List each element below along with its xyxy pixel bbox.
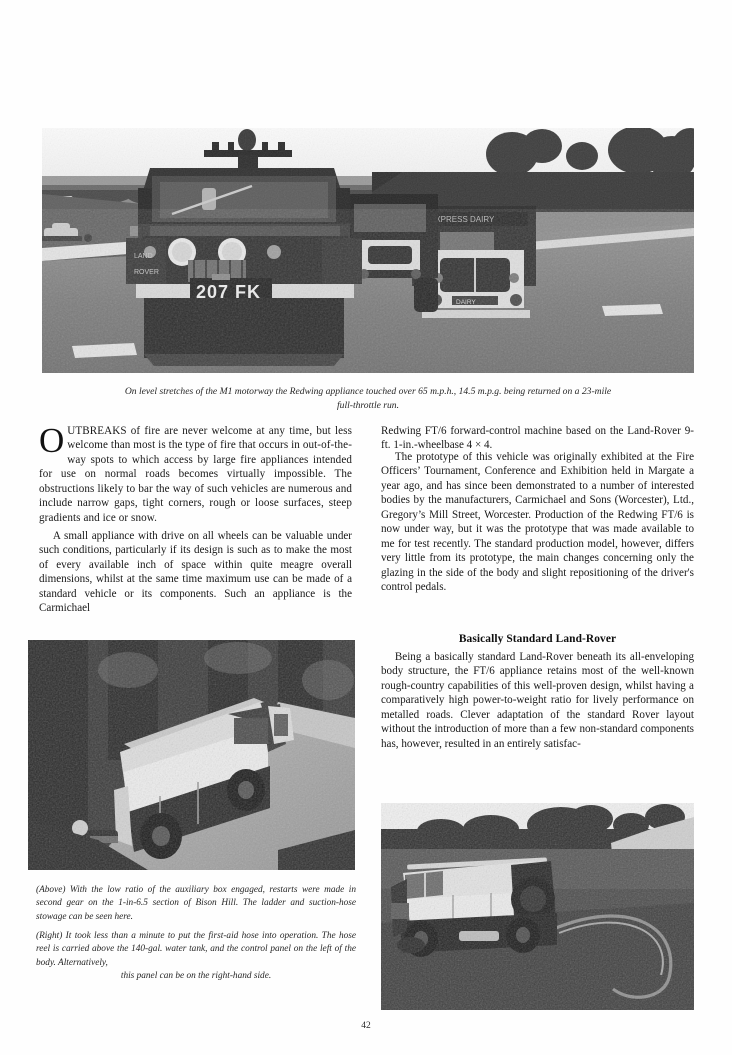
bison-hill-caption <box>36 884 356 924</box>
opening-paragraph-text: UTBREAKS of fire are never welcome at any time, but less welcome than most is the type of fire that occurs in out-of-the-way spots to which access by large fire appliances intended for use on normal roads becomes virtually impossible. The obstructions likely to bar the way of such vehicles are numerous and include narrow gaps, tight corners, rough or loose surfaces, steep gradients and ice or snow. <box>39 425 352 524</box>
motorway-photo-graphic <box>42 128 694 373</box>
motorway-photo <box>42 128 694 373</box>
drop-cap: O <box>39 421 65 460</box>
field-photo-caption <box>36 930 356 984</box>
motorway-photo-caption <box>42 385 694 412</box>
caption-right-last-line: this panel can be on the right-hand side. <box>120 971 272 982</box>
caption-above-text: (Above) With the low ratio of the auxiliary box engaged, restarts were made in second gear on the 1-in-6.5 section of Bison Hill. The ladder and suction-hose stowage can be seen here. <box>36 885 356 922</box>
left-column-paragraph-2 <box>39 529 352 616</box>
bison-hill-photo-graphic <box>28 640 355 870</box>
field-photo-graphic <box>381 803 694 1010</box>
caption-right-text: (Right) It took less than a minute to put the first-aid hose into operation. The hose reel is carried above the 140-gal. water tank, and the control panel on the left of the body. Alternatively, <box>36 931 356 968</box>
paragraph-basically-standard: Being a basically standard Land-Rover beneath its all-enveloping body structure, the FT/6 appliance retains most of the well-known rough-country capabilities of this well-proven design, whilst having a comparatively high power-to-weight ratio for lively performance on metalled roads. Clever adaptation of the standard Rover layout without the introduction of more than a few non-standard components has, however, resulted in an entirely satisfac- <box>381 651 694 750</box>
left-column-paragraph-1 <box>39 421 352 525</box>
right-column-paragraph-standard-rover <box>381 650 694 751</box>
right-column-continuation <box>381 424 694 453</box>
paragraph-redwing-continued: Redwing FT/6 forward-control machine based on the Land-Rover 9-ft. 1-in.-wheelbase 4 × 4. <box>381 425 694 452</box>
bison-hill-photo <box>28 640 355 870</box>
paragraph-prototype: The prototype of this vehicle was originally exhibited at the Fire Officers’ Tournament, Conference and Exhibition held in Margate a year ago, and has since been demonstrated to a number of interested bodies by the manufacturers, Carmichael and Sons (Worcester), Ltd., Gregory’s Mill Street, Worcester. Production of the Redwing FT/6 is now under way, but it was the prototype that was made available to me for test recently. The standard production model, however, differs very little from its prototype, the main changes concerning only the glazing in the side of the body and slight repositioning of the driver's control pedals. <box>381 451 694 594</box>
caption-line-2: full-throttle run. <box>336 399 399 411</box>
section-subheading: Basically Standard Land-Rover <box>458 633 617 645</box>
opening-paragraph <box>39 421 352 525</box>
caption-line-1: On level stretches of the M1 motorway the Redwing appliance touched over 65 m.p.h., 14.5 m.p.g. being returned on a 23-mile <box>124 386 612 397</box>
field-photo <box>381 803 694 1010</box>
right-column-paragraph-prototype <box>381 450 694 595</box>
page-number: 42 <box>361 1021 371 1031</box>
paragraph-small-appliance: A small appliance with drive on all wheels can be valuable under such conditions, particularly if its design is such as to make the most of every available inch of space within quite meagre overall dimensions, whilst at the same time maximum use can be made of a standard vehicle or its components. Such an appliance is the Carmichael <box>39 530 352 615</box>
